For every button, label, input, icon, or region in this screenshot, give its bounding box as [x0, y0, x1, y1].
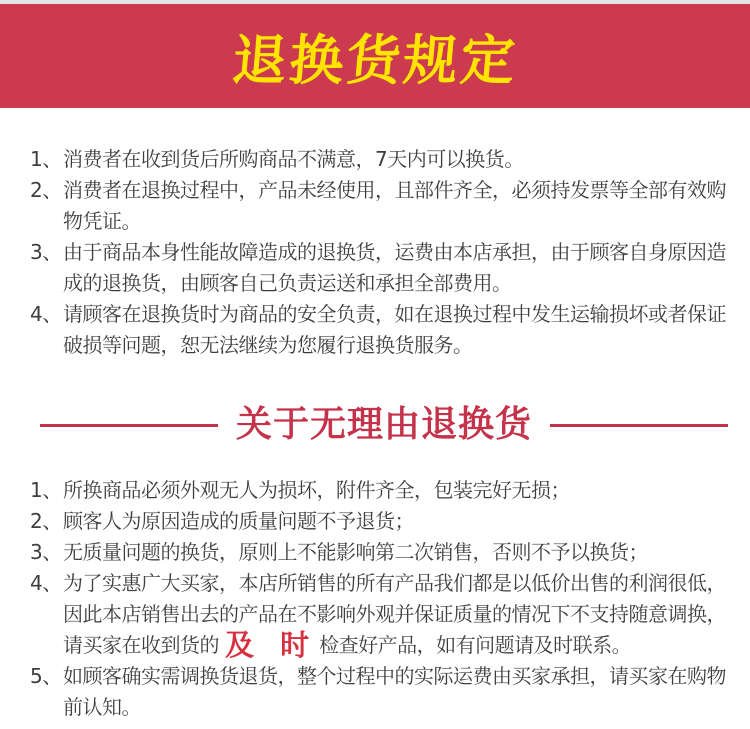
- title-banner: [0, 4, 750, 108]
- list-item: [30, 661, 738, 723]
- highlight-text: 及 时: [225, 628, 318, 662]
- item-number: 5、: [30, 664, 62, 688]
- section-header: [30, 403, 738, 447]
- section-title: 关于无理由退换货: [235, 404, 532, 445]
- item-text: 无质量问题的换货，原则上不能影响第二次销售，否则不予以换货；: [63, 540, 648, 564]
- item-number: 2、: [30, 509, 62, 533]
- item-number: 3、: [30, 540, 62, 564]
- list-item: [30, 175, 738, 237]
- item-text: 由于商品本身性能故障造成的退换货，运费由本店承担，由于顾客自身原因造成的退换货，由顾客自己负责运送和承担全部费用。: [63, 240, 726, 295]
- item-number: 2、: [30, 178, 62, 202]
- no-reason-return-list: [30, 475, 738, 723]
- item-number: 3、: [30, 240, 62, 264]
- list-item: [30, 299, 738, 361]
- item-text: 所换商品必须外观无人为损坏，附件齐全，包装完好无损；: [63, 478, 570, 502]
- list-item: [30, 475, 738, 506]
- item-text: 顾客人为原因造成的质量问题不予退货；: [63, 509, 414, 533]
- list-item: [30, 237, 738, 299]
- return-policy-list: [30, 144, 738, 361]
- item-number: 4、: [30, 302, 62, 326]
- list-item: [30, 537, 738, 568]
- list-item: [30, 144, 738, 175]
- list-item: [30, 506, 738, 537]
- list-item: [30, 568, 738, 661]
- item-text-pre: 为了实惠广大买家，本店所销售的所有产品我们都是以低价出售的利润很低，因此本店销售出去的产品在不影响外观并保证质量的情况下不支持随意调换，请买家在收到货的: [63, 571, 726, 657]
- item-text-post: 检查好产品，如有问题请及时联系。: [319, 633, 632, 657]
- item-text: 请顾客在退换货时为商品的安全负责，如在退换过程中发生运输损坏或者保证破损等问题，恕无法继续为您履行退换货服务。: [63, 302, 726, 357]
- divider-line-left: [40, 424, 218, 427]
- item-number: 1、: [30, 147, 62, 171]
- divider-line-right: [550, 424, 728, 427]
- content-area: [0, 144, 750, 723]
- item-number: 1、: [30, 478, 62, 502]
- item-text: 消费者在收到货后所购商品不满意，7天内可以换货。: [63, 147, 524, 171]
- item-number: 4、: [30, 571, 62, 595]
- item-text: 如顾客确实需调换货退货，整个过程中的实际运费由买家承担，请买家在购物前认知。: [63, 664, 726, 719]
- page-title: 退换货规定: [229, 28, 520, 92]
- item-text: 消费者在退换过程中，产品未经使用，且部件齐全，必须持发票等全部有效购物凭证。: [63, 178, 726, 233]
